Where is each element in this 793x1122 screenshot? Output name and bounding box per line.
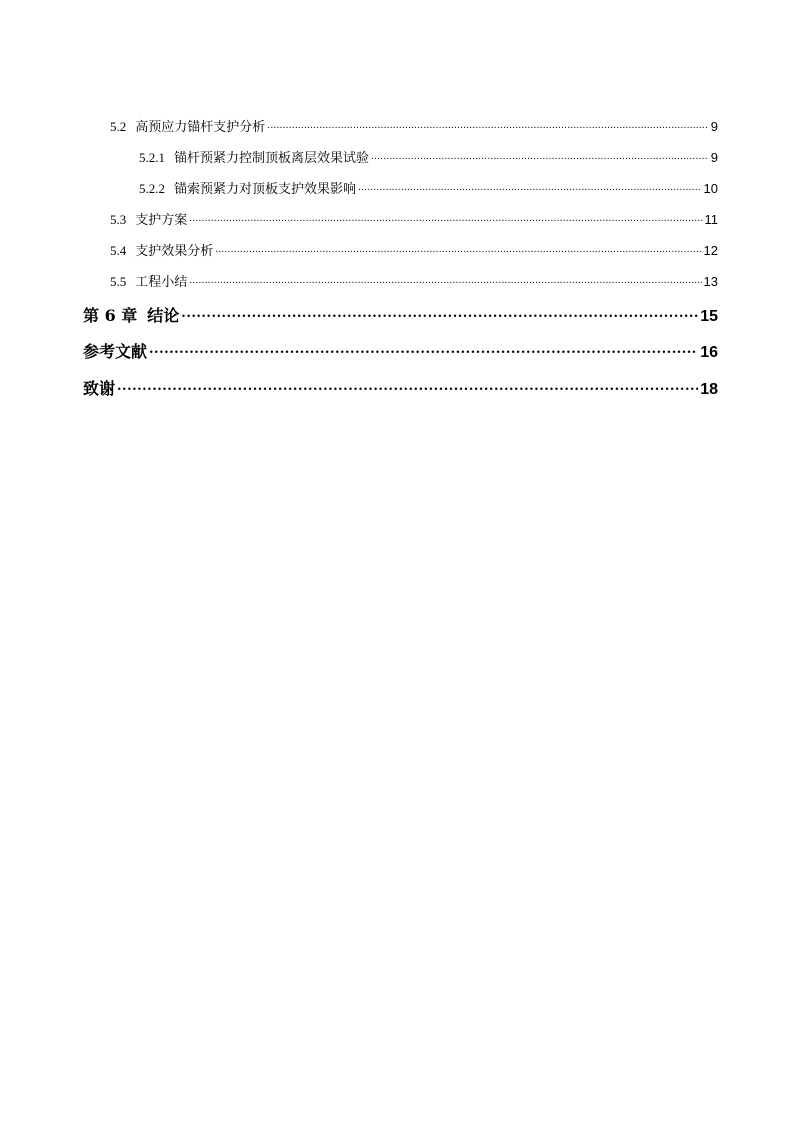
toc-entry-number: 5.2.1 [139,150,165,165]
toc-entry-5-2[interactable] [110,116,718,135]
toc-entry-5-2-1[interactable] [139,147,718,166]
toc-entry-number: 5.4 [110,243,127,258]
toc-dot-leader [117,378,698,394]
toc-entry-chapter-6[interactable] [83,303,718,326]
toc-dot-leader [149,341,698,357]
toc-entry-title: 锚索预紧力对顶板支护效果影响 [174,182,357,197]
toc-entry-title: 结论 [147,306,180,325]
toc-entry-page: 12 [703,243,718,258]
toc-entry-number: 第 6 章 [83,306,138,325]
toc-entry-5-4[interactable] [110,240,718,259]
toc-entry-title: 支护效果分析 [135,244,214,259]
toc-dot-leader [371,149,709,162]
toc-entry-page: 9 [710,119,718,134]
toc-entry-title: 支护方案 [135,213,188,228]
toc-entry-page: 11 [704,212,718,227]
toc-entry-title: 高预应力锚杆支护分析 [135,120,266,135]
toc-entry-title: 锚杆预紧力控制顶板离层效果试验 [174,151,370,166]
toc-dot-leader [189,273,701,286]
toc-entry-number: 5.2 [110,119,127,134]
toc-entry-references[interactable] [83,339,718,362]
toc-dot-leader [358,180,702,193]
toc-dot-leader [267,118,709,131]
toc-dot-leader [215,242,701,255]
toc-entry-page: 9 [710,150,718,165]
toc-dot-leader [181,305,698,321]
toc-entry-title: 参考文献 [83,342,148,361]
toc-entry-5-3[interactable] [110,209,718,228]
toc-entry-5-5[interactable] [110,271,718,290]
toc-entry-number: 5.5 [110,274,127,289]
toc-entry-page: 16 [700,344,718,361]
toc-entry-number: 5.3 [110,212,127,227]
toc-dot-leader [189,211,702,224]
toc-entry-number: 5.2.2 [139,181,165,196]
toc-entry-title: 致谢 [83,379,116,398]
toc-entry-5-2-2[interactable] [139,178,718,197]
toc-entry-acknowledgements[interactable] [83,376,718,399]
toc-entry-page: 10 [703,181,718,196]
toc-entry-page: 15 [700,308,718,325]
toc-entry-title: 工程小结 [135,275,188,290]
toc-entry-page: 18 [700,381,718,398]
toc-entry-page: 13 [703,274,718,289]
